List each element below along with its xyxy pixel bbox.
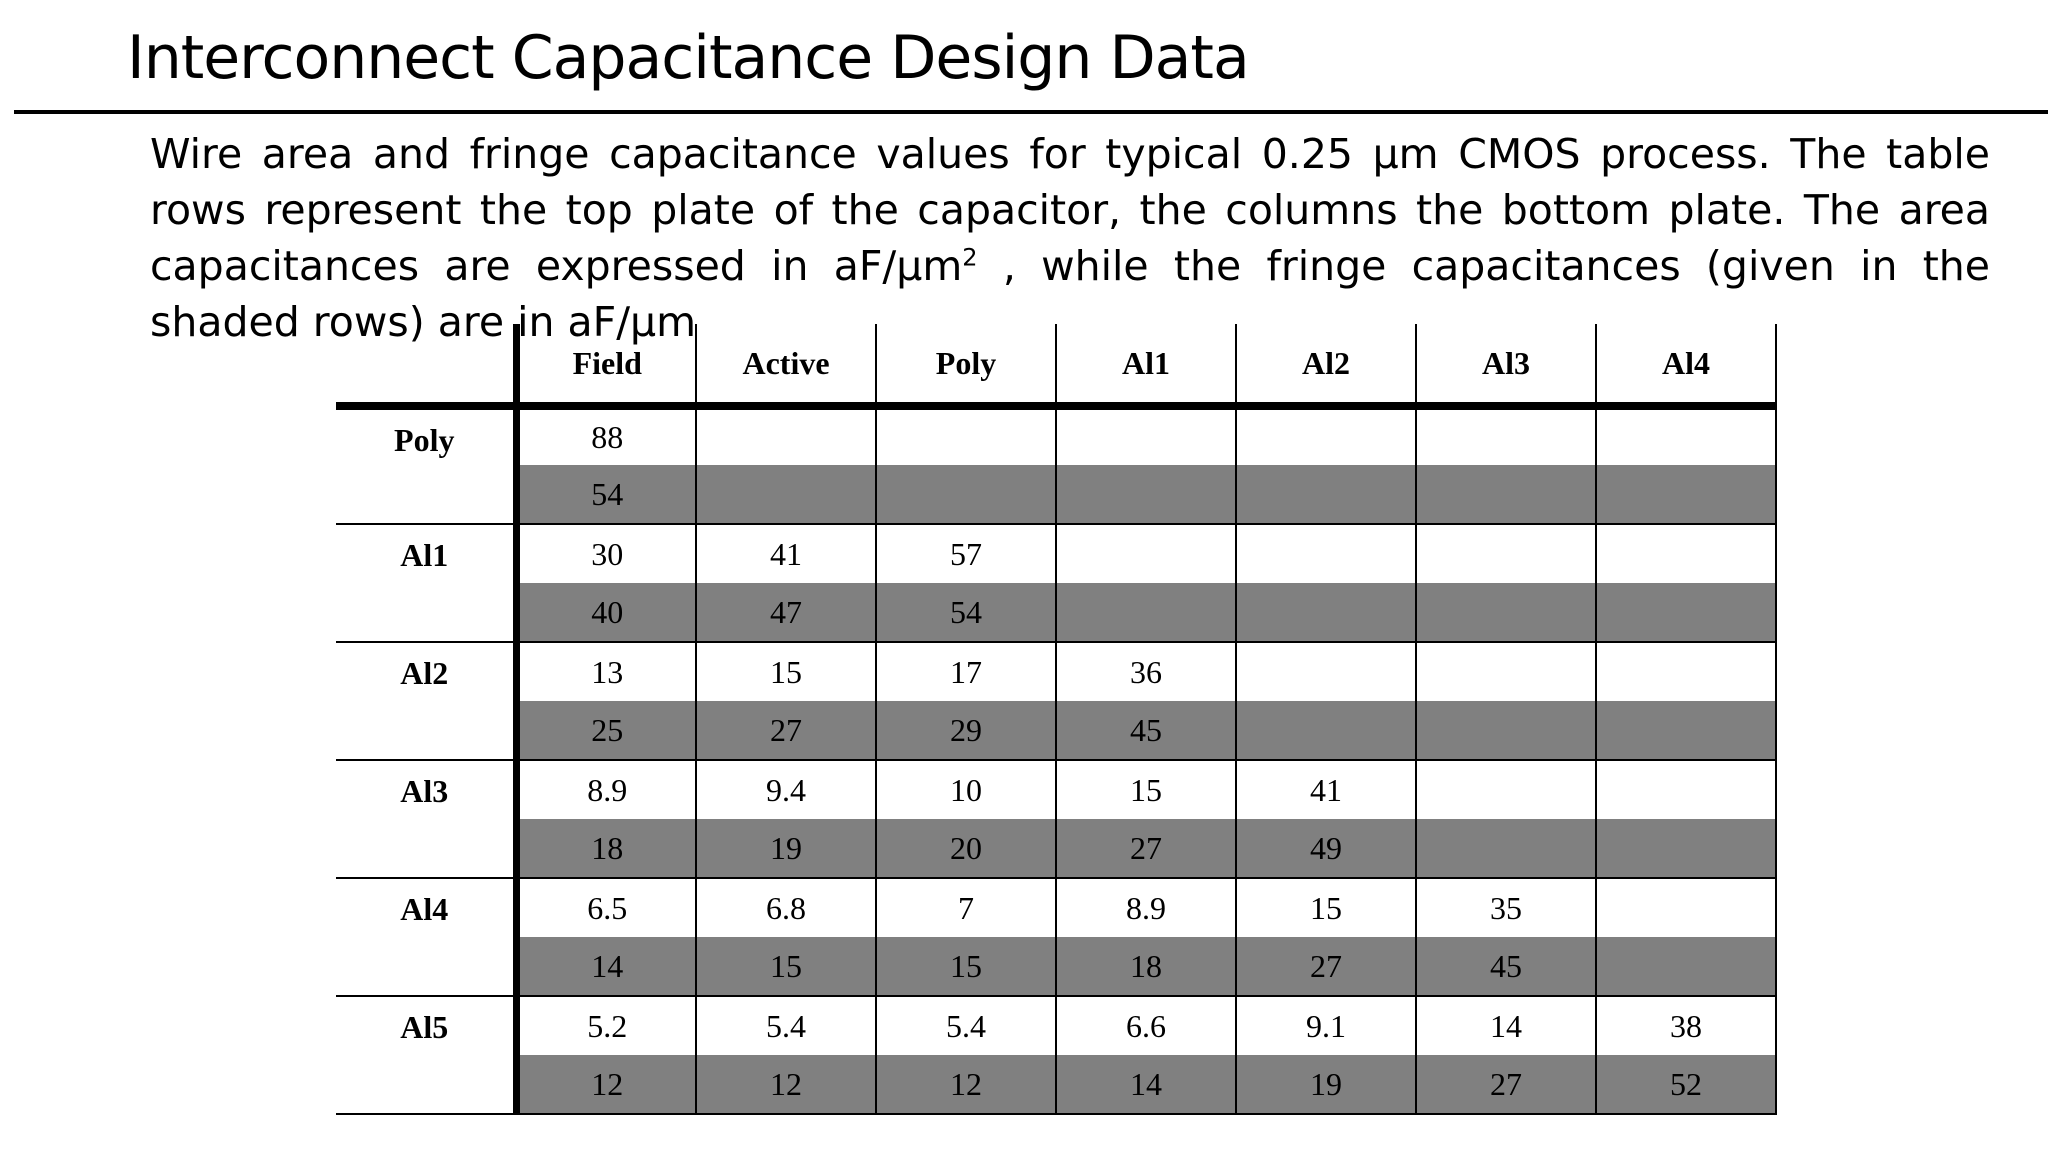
area-cell: 9.1 <box>1236 996 1416 1055</box>
area-cell <box>1596 524 1776 583</box>
row-header-al5: Al5 <box>336 996 516 1114</box>
area-cell: 41 <box>696 524 876 583</box>
area-cell <box>696 406 876 465</box>
area-cell: 5.4 <box>696 996 876 1055</box>
area-cell <box>1596 878 1776 937</box>
row-header-al2: Al2 <box>336 642 516 760</box>
fringe-cell <box>1056 583 1236 642</box>
description-tail: , while the fringe capacitances (given in the shaded rows) are in aF/µm <box>150 242 1990 346</box>
area-cell: 9.4 <box>696 760 876 819</box>
area-cell: 6.6 <box>1056 996 1236 1055</box>
fringe-cell: 54 <box>876 583 1056 642</box>
table-row-fringe <box>336 465 1776 524</box>
slide-title: Interconnect Capacitance Design Data <box>127 23 1249 93</box>
fringe-cell: 14 <box>516 937 696 996</box>
table-row-area <box>336 878 1776 937</box>
area-cell <box>1596 406 1776 465</box>
column-header-al1: Al1 <box>1056 324 1236 406</box>
corner-cell <box>336 324 516 406</box>
area-cell: 15 <box>696 642 876 701</box>
fringe-cell: 12 <box>516 1055 696 1114</box>
table-row-area <box>336 642 1776 701</box>
area-cell: 35 <box>1416 878 1596 937</box>
fringe-cell <box>1596 465 1776 524</box>
description-superscript: 2 <box>962 243 978 272</box>
fringe-cell <box>876 465 1056 524</box>
area-cell: 17 <box>876 642 1056 701</box>
area-cell <box>1236 406 1416 465</box>
fringe-cell: 27 <box>1056 819 1236 878</box>
capacitance-table <box>336 324 1777 1115</box>
area-cell <box>1416 524 1596 583</box>
fringe-cell: 27 <box>696 701 876 760</box>
area-cell <box>1416 760 1596 819</box>
fringe-cell: 25 <box>516 701 696 760</box>
area-cell <box>1236 524 1416 583</box>
row-header-al3: Al3 <box>336 760 516 878</box>
fringe-cell: 49 <box>1236 819 1416 878</box>
fringe-cell: 45 <box>1416 937 1596 996</box>
area-cell <box>1596 642 1776 701</box>
fringe-cell: 12 <box>696 1055 876 1114</box>
fringe-cell <box>1416 583 1596 642</box>
fringe-cell <box>1416 465 1596 524</box>
area-cell: 13 <box>516 642 696 701</box>
row-header-poly: Poly <box>336 406 516 524</box>
table-row-area <box>336 524 1776 583</box>
fringe-cell <box>1056 465 1236 524</box>
table-row-fringe <box>336 583 1776 642</box>
area-cell <box>1416 642 1596 701</box>
area-cell: 38 <box>1596 996 1776 1055</box>
column-header-poly: Poly <box>876 324 1056 406</box>
fringe-cell <box>696 465 876 524</box>
area-cell: 15 <box>1236 878 1416 937</box>
fringe-cell: 20 <box>876 819 1056 878</box>
area-cell <box>1236 642 1416 701</box>
table-row-area <box>336 996 1776 1055</box>
fringe-cell: 27 <box>1236 937 1416 996</box>
slide-description <box>150 126 1990 350</box>
fringe-cell <box>1596 583 1776 642</box>
fringe-cell <box>1236 583 1416 642</box>
fringe-cell <box>1596 701 1776 760</box>
fringe-cell: 14 <box>1056 1055 1236 1114</box>
area-cell: 5.2 <box>516 996 696 1055</box>
column-header-field: Field <box>516 324 696 406</box>
area-cell <box>1056 406 1236 465</box>
table-row-fringe <box>336 701 1776 760</box>
area-cell <box>1596 760 1776 819</box>
fringe-cell <box>1416 819 1596 878</box>
table-row-area <box>336 406 1776 465</box>
area-cell: 8.9 <box>516 760 696 819</box>
column-header-al2: Al2 <box>1236 324 1416 406</box>
table-row-fringe <box>336 1055 1776 1114</box>
table-header-row <box>336 324 1776 406</box>
area-cell <box>1416 406 1596 465</box>
fringe-cell: 18 <box>1056 937 1236 996</box>
area-cell <box>1056 524 1236 583</box>
area-cell: 14 <box>1416 996 1596 1055</box>
area-cell: 57 <box>876 524 1056 583</box>
table-row-fringe <box>336 819 1776 878</box>
column-header-al4: Al4 <box>1596 324 1776 406</box>
fringe-cell: 19 <box>1236 1055 1416 1114</box>
fringe-cell: 29 <box>876 701 1056 760</box>
area-cell: 8.9 <box>1056 878 1236 937</box>
area-cell: 6.8 <box>696 878 876 937</box>
fringe-cell: 15 <box>876 937 1056 996</box>
area-cell <box>876 406 1056 465</box>
area-cell: 88 <box>516 406 696 465</box>
table-row-area <box>336 760 1776 819</box>
table-row-fringe <box>336 937 1776 996</box>
area-cell: 36 <box>1056 642 1236 701</box>
table-body <box>336 406 1776 1114</box>
area-cell: 7 <box>876 878 1056 937</box>
column-header-al3: Al3 <box>1416 324 1596 406</box>
description-main: Wire area and fringe capacitance values for typical 0.25 µm CMOS process. The table rows represent the top plate of the capacitor, the columns the bottom plate. The area capacitances are expressed in aF/µm <box>150 130 1990 290</box>
fringe-cell: 12 <box>876 1055 1056 1114</box>
fringe-cell: 47 <box>696 583 876 642</box>
fringe-cell: 27 <box>1416 1055 1596 1114</box>
fringe-cell: 45 <box>1056 701 1236 760</box>
fringe-cell: 15 <box>696 937 876 996</box>
fringe-cell: 54 <box>516 465 696 524</box>
fringe-cell: 18 <box>516 819 696 878</box>
fringe-cell: 19 <box>696 819 876 878</box>
fringe-cell <box>1416 701 1596 760</box>
row-header-al4: Al4 <box>336 878 516 996</box>
area-cell: 15 <box>1056 760 1236 819</box>
area-cell: 30 <box>516 524 696 583</box>
fringe-cell: 52 <box>1596 1055 1776 1114</box>
column-header-active: Active <box>696 324 876 406</box>
area-cell: 5.4 <box>876 996 1056 1055</box>
area-cell: 6.5 <box>516 878 696 937</box>
fringe-cell: 40 <box>516 583 696 642</box>
fringe-cell <box>1596 937 1776 996</box>
area-cell: 41 <box>1236 760 1416 819</box>
fringe-cell <box>1236 701 1416 760</box>
title-divider <box>14 110 2048 114</box>
row-header-al1: Al1 <box>336 524 516 642</box>
area-cell: 10 <box>876 760 1056 819</box>
fringe-cell <box>1596 819 1776 878</box>
fringe-cell <box>1236 465 1416 524</box>
